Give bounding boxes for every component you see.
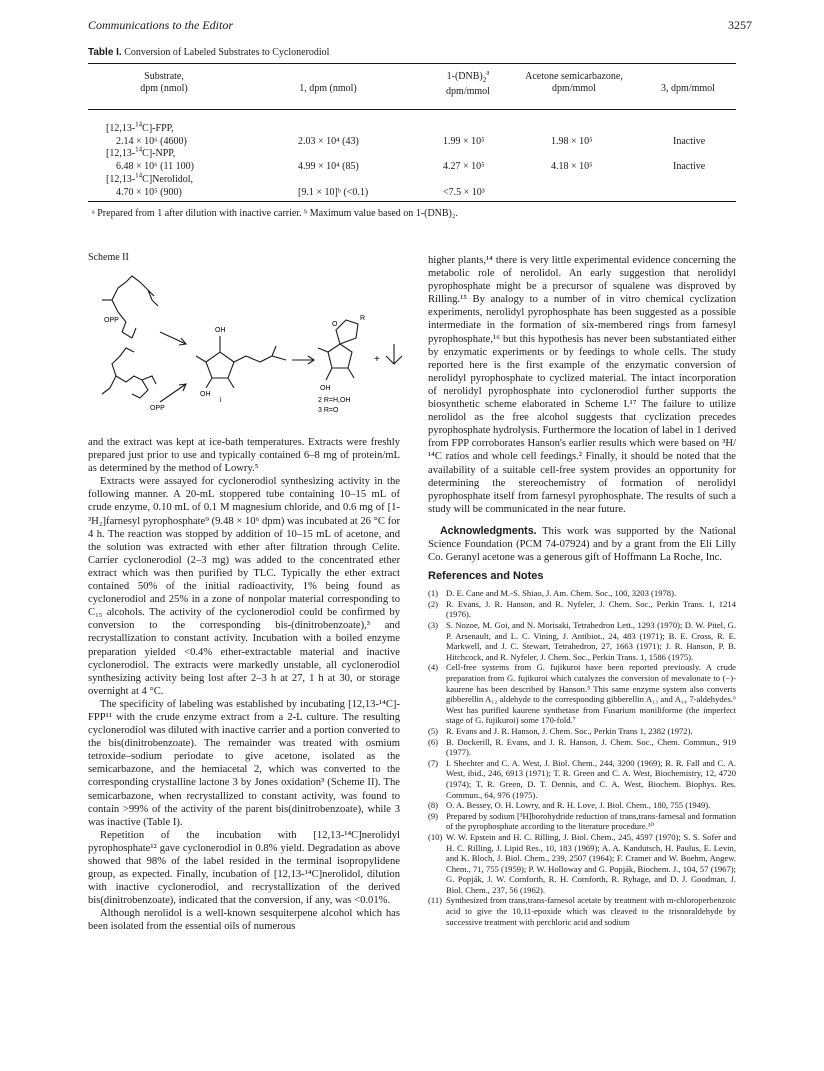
label-plus: + (374, 354, 380, 365)
paragraph: Repetition of the incubation with [12,13-¹⁴C]nerolidyl pyrophosphate¹² gave cyclonerodiol in 0.8% yield. Degradation as above showed that 98% of the label resided in the terminal isopropylidene group, as expected. Finally, incubation of [12,13-¹⁴C]nerolidol, dilution with inactive cyclonerodiol, and recrystallization of the derived bis(dinitrobenzoate), indicated that the conversion, if any, was <0.01%. (88, 829, 400, 907)
product-ring (328, 344, 352, 368)
label-opp-1: OPP (104, 317, 119, 324)
table-caption-label: Table I. (88, 47, 122, 58)
label-o: O (332, 321, 338, 328)
header-dnb-line2: dpm/mmol (446, 86, 490, 97)
reference-item: (4) Cell-free systems from G. fujikuroi have been reported previously. A crude preparation from G. fujikuroi which catalyzes the conversion of mevalonate to (−)-kaurene has been described by Hanson.⁵ This same enzyme system also converts gibberellin A₁₂ aldehyde to the corresponding gibberellin A₁₃ and A₁₄ 7-aldehydes.⁶ West has purified kaurene synthetase from Fusarium moniliforme (the imperfect stage of G. fujikuroi) some 170-fold.⁷ (428, 662, 736, 726)
scheme-ii-diagram (88, 252, 410, 432)
reference-item: (6) B. Dockerill, R. Evans, and J. R. Hanson, J. Chem. Soc., Chem. Commun., 919 (1977). (428, 736, 736, 758)
label-oh-2: OH (200, 391, 211, 398)
table-row-3-c2: <7.5 × 10³ (443, 187, 485, 198)
table-row-2-amount: 6.48 × 10⁶ (11 100) (116, 161, 194, 172)
paragraph: Although nerolidol is a well-known sesquiterpene alcohol which has been isolated from the essential oils of numerous (88, 908, 400, 933)
label-opp-2: OPP (150, 405, 165, 412)
left-column (88, 436, 400, 934)
table-row-1-c1: 2.03 × 10⁴ (43) (298, 136, 359, 147)
table-row-1-c2: 1.99 × 10⁵ (443, 136, 485, 147)
arrow-2 (160, 384, 186, 402)
reference-item: (1) D. E. Cane and M.-S. Shiao, J. Am. Chem. Soc., 100, 3203 (1978). (428, 588, 677, 599)
header-dnb-sub: 2 (482, 76, 487, 84)
table-caption (88, 47, 329, 58)
table-caption-text: Conversion of Labeled Substrates to Cyclonerodiol (121, 47, 330, 58)
table-row-1-c3: 1.98 × 10⁵ (551, 136, 593, 147)
table-header-dnb (418, 68, 518, 98)
table-row-1-amount: 2.14 × 10⁶ (4600) (116, 136, 187, 147)
table-row-2-c1: 4.99 × 10⁴ (85) (298, 161, 359, 172)
table-row-2-substrate: [12,13-$^{14}$C]-NPP, (106, 145, 176, 159)
label-compound-2: 2 R=H,OH (318, 397, 351, 404)
table-row-3-substrate: [12,13-$^{14}$C]Nerolidol, (106, 171, 193, 185)
lactone-ring (336, 320, 358, 344)
table-header-acetone (504, 71, 644, 95)
scheme-title: Scheme II (88, 252, 129, 263)
label-i: i (220, 397, 222, 404)
table-header-substrate (94, 71, 234, 95)
intermediate-ring (206, 352, 234, 378)
table-row-3-amount: 4.70 × 10⁵ (900) (116, 187, 182, 198)
fpp-chain (112, 276, 154, 312)
reference-item: (9) Prepared by sodium [³H]borohydride reduction of trans,trans-farnesal and formation of the pyrophosphate according to the literature procedure.¹⁰ (428, 810, 736, 832)
paragraph: The specificity of labeling was established by incubating [12,13-¹⁴C]-FPP¹¹ with the crude enzyme extract from a 2-L culture. The resulting cyclonerodiol was diluted with inactive carrier and a portion converted to the bis(dinitrobenzoate). The remainder was treated with osmium tetroxide–sodium periodate to give acetone, isolated as the semicarbazone, and the hemiacetal 2, which was converted to the corresponding crystalline lactone 3 by Jones oxidation³ (Scheme II). The semicarbazone, when recrystallized to constant activity, was found to contain >99% of the activity of the parent bis(dinitrobenzoate), while 3 was inactive (Table I). (88, 698, 400, 828)
table-row-2-c3: 4.18 × 10⁵ (551, 161, 593, 172)
reference-item: (11) Synthesized from trans,trans-farnesol acetate by treatment with m-chloroperbenzoic acid to give the 10,11-epoxide which was cleaved to the trisnoraldehyde by successive treatment with perchloric acid and sodium (428, 895, 736, 927)
table-top-rule (88, 63, 736, 64)
header-dnb-sup: a (486, 68, 490, 77)
label-r: R (360, 315, 366, 322)
arrow-1 (160, 332, 186, 344)
references-title: References and Notes (428, 570, 544, 583)
header-acetone-line1: Acetone semicarbazone, (525, 71, 623, 82)
table-row-2-c2: 4.27 × 10⁵ (443, 161, 485, 172)
page-number: 3257 (728, 18, 752, 32)
reference-item: (8) O. A. Bessey, O. H. Lowry, and R. H. Love, J. Biol. Chem., 180, 755 (1949). (428, 800, 711, 811)
paragraph: Extracts were assayed for cyclonerodiol synthesizing activity in the following manner. A 20-mL stoppered tube containing 10–15 mL of crude enzyme, 0.10 mL of 0.1 M magnesium chloride, and 0.6 mg of [1-³H₂]farnesyl pyrophosphate⁹ (9.48 × 10⁶ dpm) was incubated at 26 °C for 4 h. The reaction was stopped by addition of 10–15 mL of acetone, and the solution was extracted with ether after filtration through Celite. Carrier cyclonerodiol (2–3 mg) was added to the concentrated ether extract which was then purified by TLC. Typically the ether extract contained 50% of the initial radioactivity, 1% being found as cyclonerodiol and 25% in a zone of nonpolar material corresponding to C₁₅ alcohols. The activity of the cyclonerodiol could be confirmed by conversion to the corresponding bis-(dinitrobenzoate),³ and recrystallization to constant activity. Incubation with a boiled enzyme preparation yielded <0.4% ether-extractable material and inactive cyclonerodiol. The extracts were markedly unstable, all cyclonerodiol synthesizing activity being lost after 2–3 h at 27, 1 h at 30, or storage overnight at 4 °C. (88, 476, 400, 697)
reference-item: (2) R. Evans, J. R. Hanson, and R. Nyfeler, J. Chem. Soc., Perkin Trans. 1, 1214 (1976). (428, 598, 736, 620)
acknowledgments-heading: Acknowledgments. (440, 524, 537, 537)
label-oh-1: OH (215, 327, 226, 334)
right-column (428, 254, 736, 927)
reference-item: (7) I. Shechter and C. A. West, J. Biol. Chem., 244, 3200 (1969); R. R. Fall and C. A. West, ibid., 246, 6913 (1971); T. R. Green and C. A. West, Biochemistry, 12, 4720 (1974); T. R. Green, D. T. Dennis, and C. A. West, Biochem. Biophys. Res. Commun., 64, 976 (1975). (428, 757, 736, 800)
header-acetone-line2: dpm/mmol (552, 83, 596, 94)
acknowledgments-text: This work was supported by the National Science Foundation (PCM 74-07924) and by a grant from the Eli Lilly Co. Geranyl acetone was a generous gift of Hoffmann La Roche, Inc. (428, 525, 736, 564)
header-dnb-text: 1-(DNB) (446, 71, 483, 82)
npp-chain (110, 348, 134, 388)
paragraph: higher plants,¹⁴ there is very little experimental evidence concerning the metabolic role of nerolidol. An early suggestion that nerolidyl pyrophosphate might be a precursor of squalene was disproved by Rilling.¹⁵ By analogy to a number of in vitro chemical cyclization experiments, nerolidyl pyrophosphate has been suggested as a possible intermediate in the formation of six-membered rings from farnesyl pyrophosphate,¹⁶ but this hypothesis has never been substantiated either by enzymatic experiments or by feedings to whole cells. The study reported here is the first example of the enzymatic conversion of nerolidyl pyrophosphate to cyclized material. The intact incorporation of nerolidyl pyrophosphate into cyclonerodiol further supports the biosynthetic scheme elaborated in Scheme I.¹⁷ The failure to utilize nerolidol as the free alcohol suggests that cyclization precedes pyrophosphate hydrolysis. Furthermore the location of label in 1 derived from FPP corroborates Hanson's earlier results which were based on ³H/¹⁴C ratios and whole cell feedings.² Finally, it should be noted that the availability of a suitable cell-free system provides an opportunity for determining the stereochemistry of formation of nerolidyl pyrophosphate itself from farnesyl pyrophosphate. The results of such a study will be communicated in the near future. (428, 255, 736, 515)
label-compound-3: 3 R=O (318, 407, 339, 414)
table-footnote: ᵃ Prepared from 1 after dilution with inactive carrier. ᵇ Maximum value based on 1-(DNB)₂. (92, 208, 458, 219)
table-row-1-substrate: [12,13-$^{14}$C]-FPP, (106, 120, 174, 134)
table-row-1-c4: Inactive (673, 136, 706, 147)
table-header-rule (88, 109, 736, 110)
header-substrate-line1: Substrate, (144, 71, 184, 82)
table-row-3-c1: [9.1 × 10]ᵇ (<0.1) (298, 187, 369, 198)
reference-item: (10) W. W. Epstein and H. C. Rilling, J. Biol. Chem., 245, 4597 (1970); S. S. Sofer and H. C. Rilling, J. Lipid Res., 10, 183 (1969); A. A. Kandutsch, H. Paulus, E. Levin, and K. Bloch, J. Biol. Chem., 239, 2507 (1964); F. Cramer and W. Boehm, Angew. Chem., 71, 755 (1959); P. W. Holloway and G. Popják, Biochem. J., 104, 57 (1967); G. Popják, J. W. Cornforth, R. H. Cornforth, R. Ryhage, and D. J. Goodman, J. Biol. Chem., 237, 56 (1962). (428, 831, 736, 895)
table-header-col3: 3, dpm/mmol (661, 83, 715, 94)
header-substrate-line2: dpm (nmol) (140, 83, 188, 94)
table-bottom-rule (88, 201, 736, 202)
reference-item: (5) R. Evans and J. R. Hanson, J. Chem. Soc., Perkin Trans 1, 2382 (1972). (428, 725, 693, 736)
label-oh-3: OH (320, 385, 331, 392)
acknowledgments (428, 525, 736, 564)
paragraph: and the extract was kept at ice-bath temperatures. Extracts were freshly prepared just prior to use and typically contained 6–8 mg of protein/mL as determined by the method of Lowry.⁵ (88, 437, 400, 475)
table-header-col1: 1, dpm (nmol) (299, 83, 357, 94)
table-row-2-c4: Inactive (673, 161, 706, 172)
references-list (428, 588, 736, 927)
running-header: Communications to the Editor (88, 18, 233, 32)
reference-item: (3) S. Nozoe, M. Goi, and N. Morisaki, Tetrahedron Lett., 1293 (1970); D. W. Pitel, G. P. Arsenault, and L. C. Vining, J. Antibiot., 24, 483 (1971); B. E. Cross, R. E. Markwell, and J. C. Stewart, Tetrahedron, 27, 1663 (1971); J. R. Hanson, P. B. Hitchcock, and R. Nyfeler, J. Chem. Soc., Perkin Trans. 1, 1586 (1975). (428, 620, 736, 662)
